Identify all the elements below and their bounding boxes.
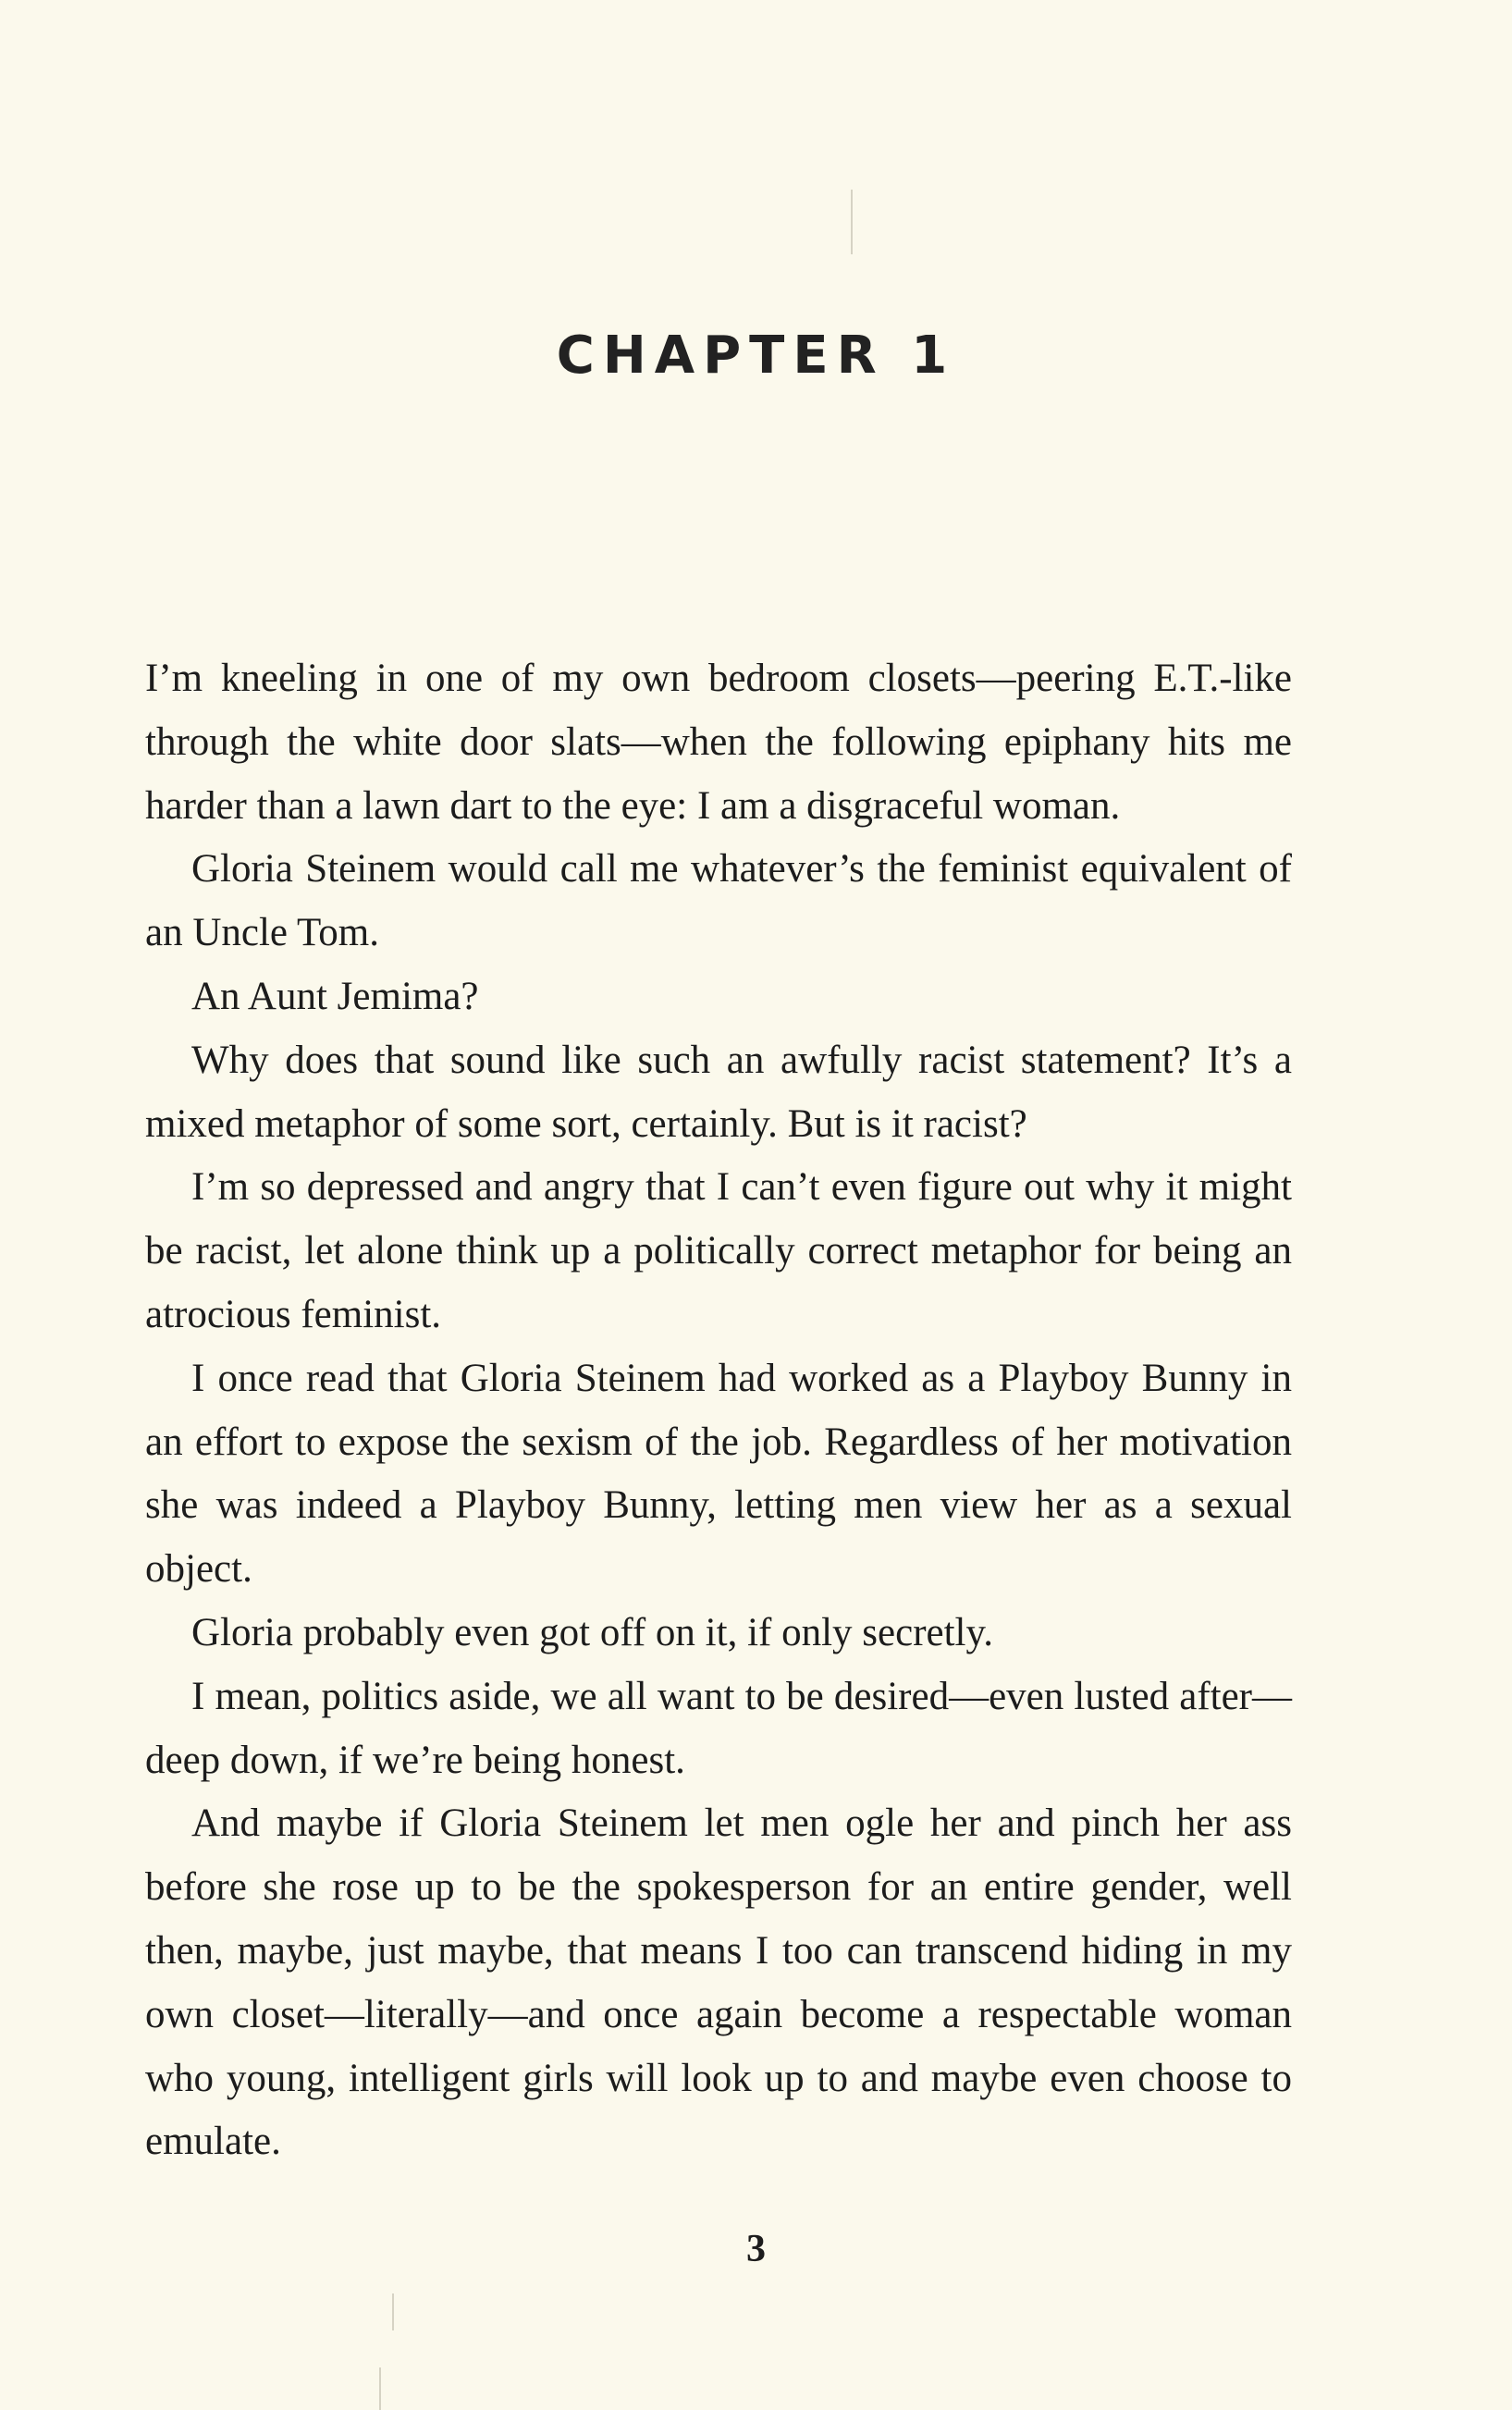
paragraph: I’m so depressed and angry that I can’t even figure out why it might be racist, let alone think up a politically correct metaphor for being an atrocious feminist. bbox=[145, 1165, 1292, 1336]
paragraph: I once read that Gloria Steinem had worked as a Playboy Bunny in an effort to expose the sexism of the job. Regardless of her motivation she was indeed a Playboy Bunny, letting men view her as a sexual object. bbox=[145, 1356, 1292, 1592]
paragraph: Gloria Steinem would call me whatever’s the feminist equivalent of an Uncle Tom. bbox=[145, 847, 1292, 955]
page-crease-mark bbox=[379, 2367, 381, 2410]
chapter-body bbox=[145, 647, 1292, 2174]
chapter-heading: CHAPTER 1 bbox=[556, 326, 956, 386]
paragraph: An Aunt Jemima? bbox=[191, 974, 479, 1018]
page-crease-mark bbox=[851, 190, 853, 254]
paragraph: I mean, politics aside, we all want to be desired—even lusted after—deep down, if we’re being honest. bbox=[145, 1674, 1292, 1782]
page-number: 3 bbox=[746, 2228, 766, 2270]
paragraph: I’m kneeling in one of my own bedroom closets—peering E.T.-like through the white door slats—when the following epiphany hits me harder than a lawn dart to the eye: I am a disgraceful woman. bbox=[145, 657, 1292, 828]
paragraph: Gloria probably even got off on it, if only secretly. bbox=[191, 1610, 993, 1654]
page-crease-mark bbox=[392, 2293, 394, 2330]
paragraph: Why does that sound like such an awfully racist statement? It’s a mixed metaphor of some sort, certainly. But is it racist? bbox=[145, 1038, 1292, 1146]
paragraph: And maybe if Gloria Steinem let men ogle her and pinch her ass before she rose up to be the spokesperson for an entire gender, well then, maybe, just maybe, that means I too can transcend hiding in my own closet—literally—and once again become a respectable woman who young, intelligent girls will look up to and maybe even choose to emulate. bbox=[145, 1801, 1292, 2164]
